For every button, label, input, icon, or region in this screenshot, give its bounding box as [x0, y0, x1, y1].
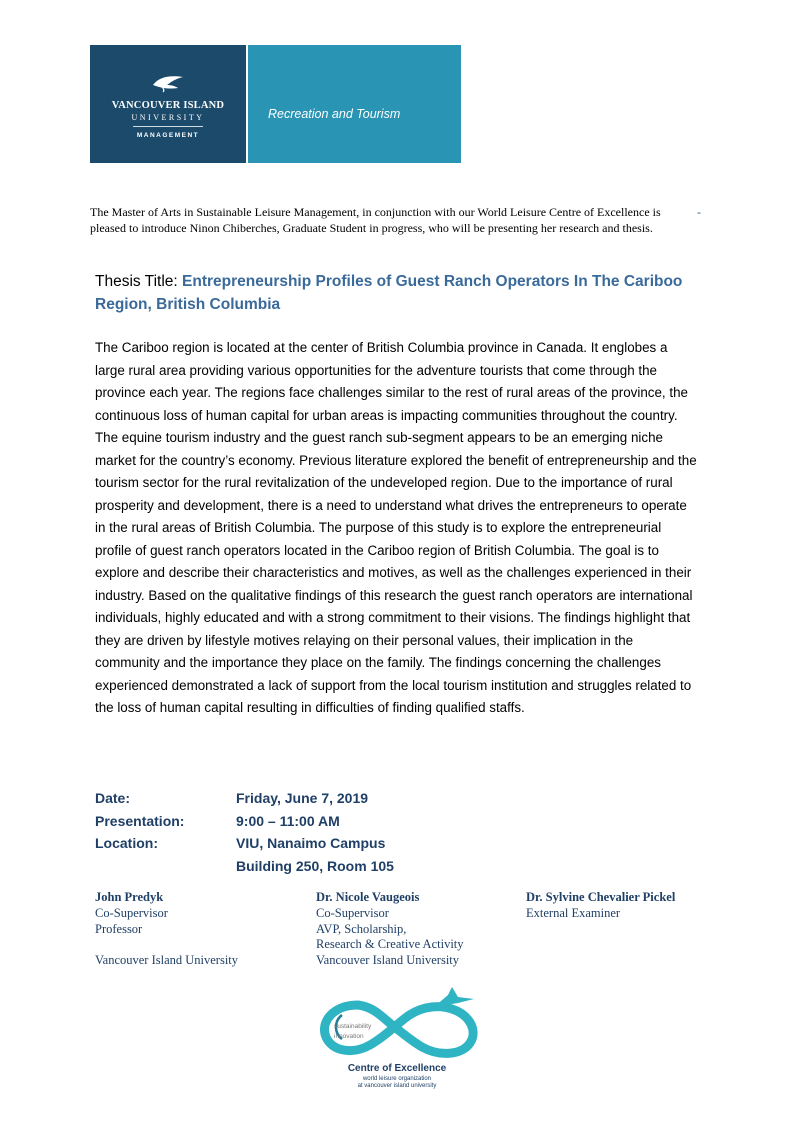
signatory-role: Research & Creative Activity [316, 937, 464, 952]
thesis-title: Entrepreneurship Profiles of Guest Ranch Operators In The Cariboo Region, British Columbia [95, 273, 683, 313]
header-banner [90, 45, 461, 163]
logo-subtitle-1: world leisure organization [362, 1076, 432, 1082]
signatory-spacer [95, 937, 238, 953]
intro-paragraph: The Master of Arts in Sustainable Leisure Management, in conjunction with our World Leisure Centre of Excellence is pleased to introduce Ninon Chiberches, Graduate Student in progress, who will be presenting her research and thesis. [90, 205, 661, 235]
signatory-name: Dr. Nicole Vaugeois [316, 890, 420, 904]
date-value: Friday, June 7, 2019 [236, 790, 369, 806]
location-value: VIU, Nanaimo Campus [236, 835, 386, 851]
location-label: Location: [95, 835, 158, 851]
event-presentation-row [95, 810, 495, 833]
signatory-john-predyk [95, 890, 238, 969]
signatory-sylvine-chevalier-pickel [526, 890, 675, 922]
signatory-role: Co-Supervisor [316, 905, 389, 920]
intro-mark: - [697, 205, 701, 219]
logo-word-sustainability: sustainability [334, 1023, 372, 1030]
centre-of-excellence-logo [312, 985, 482, 1095]
department-name: Recreation and Tourism [268, 107, 401, 121]
signatory-role: Co-Supervisor [95, 905, 168, 920]
date-label: Date: [95, 790, 131, 806]
abstract-paragraph: The Cariboo region is located at the center of British Columbia province in Canada. It englobes a large rural area providing various opportunities for the adventure tourists that come through the province each year. The regions face challenges similar to the rest of rural areas of the province, the continuous loss of human capital for urban areas is impacting communities throughout the country. The equine tourism industry and the guest ranch sub-segment appears to be an emerging niche market for the country’s economy. Previous literature explored the benefit of entrepreneurship and the tourism sector for the rural revitalization of the undeveloped region. Due to the importance of rural prosperity and development, there is a need to understand what drives the entrepreneurs to operate in the rural areas of British Columbia. The purpose of this study is to explore the entrepreneurial profile of guest ranch operators located in the Cariboo region of British Columbia. The goal is to explore and describe their characteristics and motives, as well as the challenges experienced in their industry. Based on the qualitative findings of this research the guest ranch operators are international individuals, highly educated and with a strong commitment to their visions. The findings highlight that they are driven by lifestyle motives relaying on their personal values, their implication in the community and the importance they place on the family. The findings concerning the challenges experienced demonstrated a lack of support from the local tourism institution and struggles related to the loss of human capital resulting in difficulties of finding qualified staffs. [95, 340, 697, 715]
university-name-line2: UNIVERSITY [131, 113, 205, 122]
signatory-name: John Predyk [95, 890, 164, 904]
event-details [95, 787, 495, 877]
signatory-nicole-vaugeois [316, 890, 464, 969]
event-location-row [95, 832, 495, 855]
thesis-heading [95, 270, 695, 316]
logo-subtitle-2: at vancouver island university [357, 1083, 437, 1089]
signatory-name: Dr. Sylvine Chevalier Pickel [526, 890, 676, 904]
presentation-value: 9:00 – 11:00 AM [236, 812, 340, 829]
signatory-role: AVP, Scholarship, [316, 921, 407, 936]
signatory-role: External Examiner [526, 905, 621, 920]
university-name-line1: VANCOUVER ISLAND [111, 100, 225, 111]
signatory-affiliation: Vancouver Island University [95, 953, 239, 968]
location-value-2: Building 250, Room 105 [236, 857, 394, 874]
faculty-name: MANAGEMENT [136, 132, 200, 139]
logo-title: Centre of Excellence [347, 1063, 447, 1074]
bird-leaf-icon [151, 73, 185, 93]
event-location-row-2 [95, 855, 495, 878]
signatory-affiliation: Vancouver Island University [316, 953, 460, 968]
university-logo-block [90, 45, 246, 163]
logo-divider [133, 126, 203, 127]
logo-word-innovation: innovation [334, 1033, 364, 1040]
event-date-row [95, 787, 495, 810]
thesis-label: Thesis Title: [95, 273, 178, 290]
presentation-label: Presentation: [95, 812, 185, 829]
signatory-role: Professor [95, 921, 143, 936]
department-block [248, 45, 461, 163]
